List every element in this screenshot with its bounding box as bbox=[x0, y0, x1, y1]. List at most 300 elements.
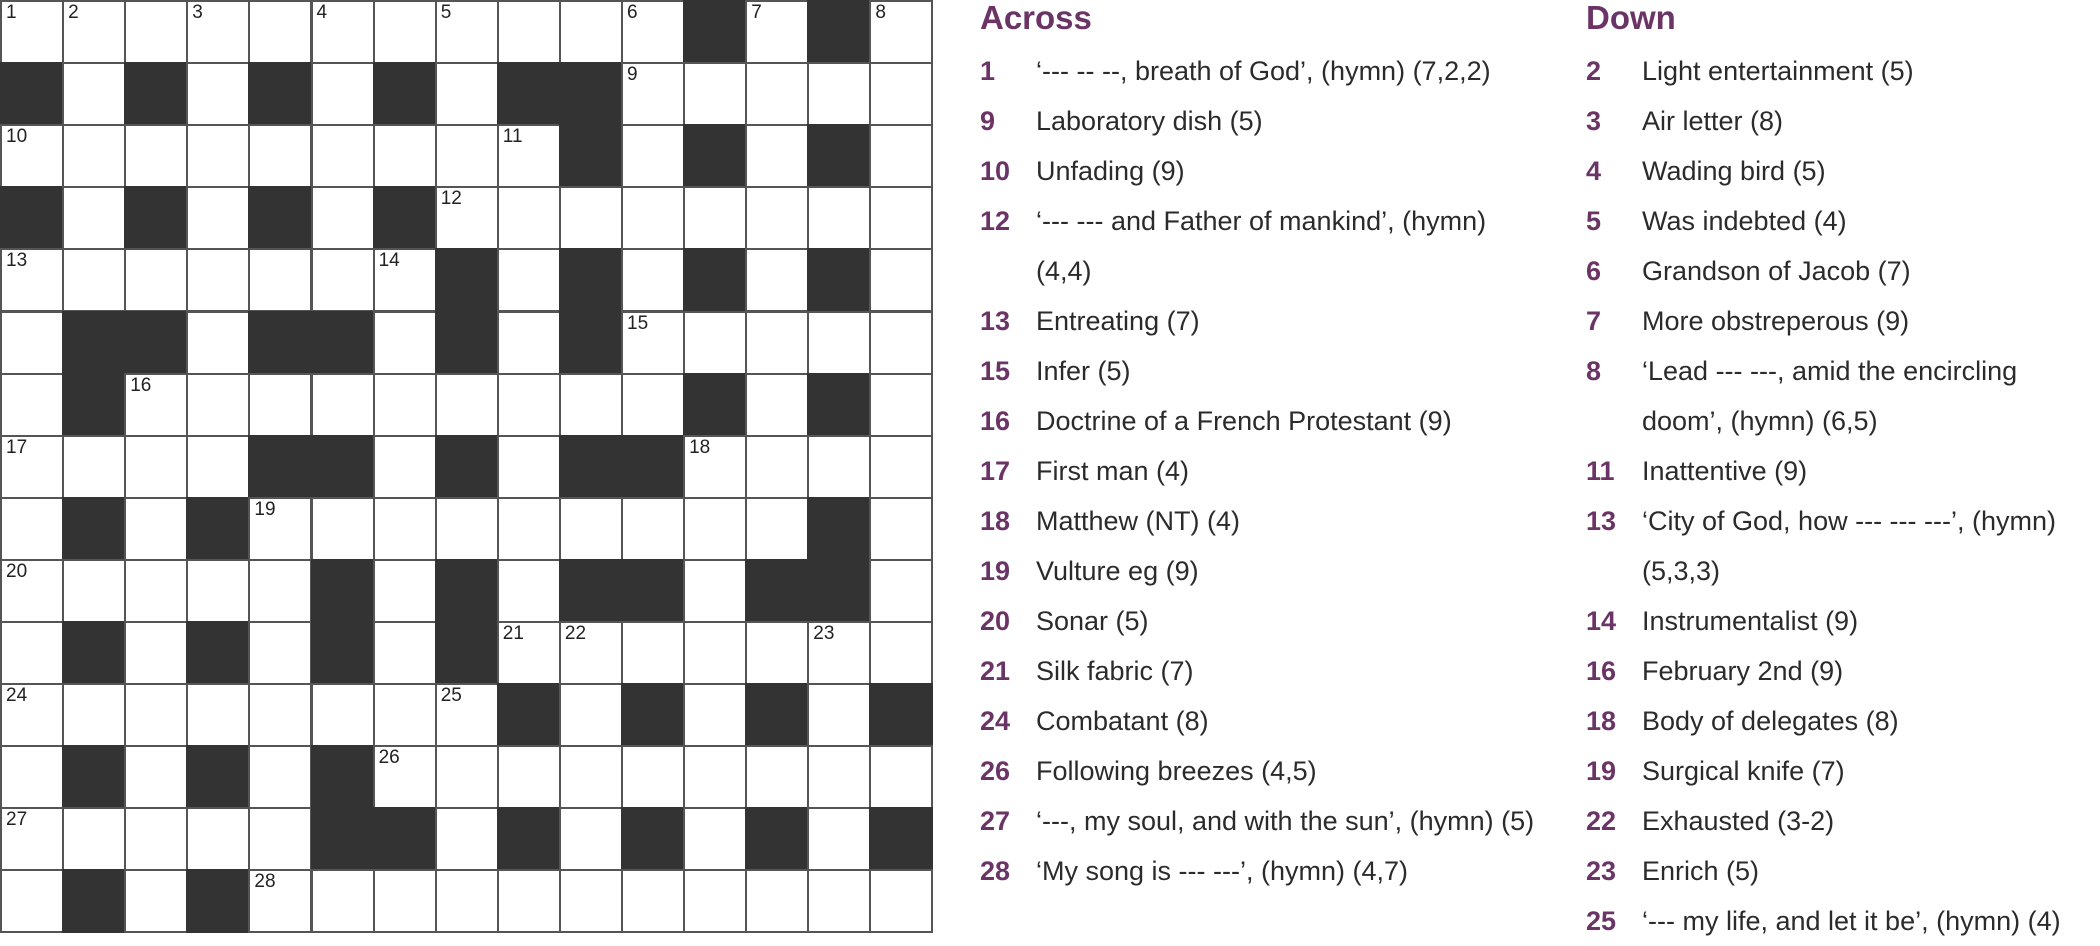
grid-cell-black bbox=[62, 311, 126, 375]
grid-cell[interactable] bbox=[311, 497, 375, 561]
clue-item[interactable] bbox=[1586, 246, 2100, 296]
clue-text: Surgical knife (7) bbox=[1642, 756, 1845, 786]
grid-cell[interactable] bbox=[745, 621, 809, 685]
grid-cell[interactable] bbox=[0, 435, 64, 499]
clue-text: Light entertainment (5) bbox=[1642, 56, 1914, 86]
cell-number: 21 bbox=[502, 623, 524, 644]
grid-cell[interactable] bbox=[0, 497, 64, 561]
grid-cell[interactable] bbox=[373, 497, 437, 561]
grid-cell[interactable] bbox=[62, 186, 126, 250]
grid-cell[interactable] bbox=[745, 373, 809, 437]
grid-cell[interactable] bbox=[248, 807, 312, 871]
clue-item[interactable] bbox=[1586, 196, 2100, 246]
grid-cell[interactable] bbox=[373, 311, 437, 375]
grid-cell[interactable] bbox=[807, 435, 871, 499]
cell-number: 8 bbox=[875, 2, 886, 23]
grid-cell-black bbox=[62, 869, 126, 933]
grid-cell-black bbox=[683, 124, 747, 188]
grid-cell[interactable] bbox=[497, 373, 561, 437]
grid-cell[interactable] bbox=[683, 497, 747, 561]
cell-number: 24 bbox=[6, 685, 28, 707]
grid-cell[interactable] bbox=[807, 869, 871, 933]
grid-cell-black bbox=[807, 0, 871, 64]
across-clue-list bbox=[980, 46, 1540, 896]
clue-number: 16 bbox=[980, 406, 1011, 436]
grid-cell[interactable] bbox=[745, 62, 809, 126]
grid-cell[interactable] bbox=[373, 683, 437, 747]
grid-cell-black bbox=[807, 497, 871, 561]
grid-cell[interactable] bbox=[248, 683, 312, 747]
across-heading: Across bbox=[980, 0, 1092, 36]
grid-cell[interactable] bbox=[621, 373, 685, 437]
grid-cell[interactable] bbox=[683, 869, 747, 933]
clue-text: ‘---, my soul, and with the sun’, (hymn) (5) bbox=[1036, 806, 1535, 836]
grid-cell[interactable] bbox=[621, 186, 685, 250]
grid-cell[interactable] bbox=[435, 186, 499, 250]
grid-cell[interactable] bbox=[807, 745, 871, 809]
grid-cell[interactable] bbox=[373, 0, 437, 64]
cell-number: 2 bbox=[68, 2, 79, 23]
grid-cell[interactable] bbox=[248, 621, 312, 685]
grid-cell-black bbox=[62, 373, 126, 437]
grid-cell[interactable] bbox=[186, 373, 250, 437]
grid-cell[interactable] bbox=[124, 124, 188, 188]
grid-cell-black bbox=[373, 62, 437, 126]
grid-cell-black bbox=[807, 373, 871, 437]
grid-cell[interactable] bbox=[435, 373, 499, 437]
clue-item[interactable] bbox=[1586, 896, 2100, 946]
grid-cell-black bbox=[373, 807, 437, 871]
grid-cell-black bbox=[248, 186, 312, 250]
clue-number: 6 bbox=[1586, 256, 1602, 286]
grid-cell-black bbox=[186, 869, 250, 933]
grid-cell[interactable] bbox=[745, 745, 809, 809]
grid-cell[interactable] bbox=[807, 621, 871, 685]
grid-cell-black bbox=[62, 497, 126, 561]
grid-cell[interactable] bbox=[0, 807, 64, 871]
grid-cell[interactable] bbox=[621, 62, 685, 126]
grid-cell[interactable] bbox=[186, 0, 250, 64]
grid-cell[interactable] bbox=[559, 373, 623, 437]
clue-item[interactable] bbox=[980, 696, 1540, 746]
grid-cell[interactable] bbox=[497, 559, 561, 623]
grid-cell[interactable] bbox=[869, 621, 933, 685]
cell-number: 13 bbox=[6, 250, 28, 272]
clue-number: 12 bbox=[980, 206, 1011, 236]
down-heading: Down bbox=[1586, 0, 1676, 36]
clue-text: Unfading (9) bbox=[1036, 156, 1185, 186]
grid-cell[interactable] bbox=[621, 745, 685, 809]
grid-cell[interactable] bbox=[621, 248, 685, 312]
grid-cell-black bbox=[621, 683, 685, 747]
grid-cell[interactable] bbox=[435, 62, 499, 126]
clue-text: Enrich (5) bbox=[1642, 856, 1760, 886]
grid-cell[interactable] bbox=[0, 869, 64, 933]
grid-cell[interactable] bbox=[869, 248, 933, 312]
grid-cell[interactable] bbox=[124, 869, 188, 933]
grid-cell[interactable] bbox=[559, 745, 623, 809]
grid-cell[interactable] bbox=[559, 807, 623, 871]
grid-cell[interactable] bbox=[0, 124, 64, 188]
grid-cell[interactable] bbox=[311, 869, 375, 933]
grid-cell-black bbox=[559, 248, 623, 312]
cell-number: 6 bbox=[627, 2, 638, 23]
clue-item[interactable] bbox=[1586, 96, 2100, 146]
grid-cell[interactable] bbox=[124, 621, 188, 685]
clue-item[interactable] bbox=[1586, 146, 2100, 196]
across-clues-panel bbox=[980, 0, 1540, 896]
grid-cell-black bbox=[559, 435, 623, 499]
cell-number: 17 bbox=[6, 436, 28, 458]
clue-number: 1 bbox=[980, 56, 996, 86]
clue-item[interactable] bbox=[980, 396, 1540, 446]
grid-cell[interactable] bbox=[869, 373, 933, 437]
clue-text: Vulture eg (9) bbox=[1036, 556, 1199, 586]
grid-cell-black bbox=[683, 373, 747, 437]
grid-cell[interactable] bbox=[683, 621, 747, 685]
grid-cell[interactable] bbox=[373, 373, 437, 437]
grid-cell[interactable] bbox=[869, 0, 933, 64]
grid-cell-black bbox=[559, 311, 623, 375]
clue-item[interactable] bbox=[980, 596, 1540, 646]
grid-cell[interactable] bbox=[621, 0, 685, 64]
grid-cell-black bbox=[807, 124, 871, 188]
grid-cell[interactable] bbox=[373, 248, 437, 312]
grid-cell[interactable] bbox=[186, 807, 250, 871]
grid-cell[interactable] bbox=[559, 683, 623, 747]
grid-cell[interactable] bbox=[311, 0, 375, 64]
cell-number: 14 bbox=[378, 250, 400, 272]
clue-number: 4 bbox=[1586, 156, 1602, 186]
clue-number: 10 bbox=[980, 156, 1011, 186]
cell-number: 20 bbox=[6, 560, 28, 582]
grid-cell[interactable] bbox=[62, 807, 126, 871]
clue-item[interactable] bbox=[980, 496, 1540, 546]
grid-cell[interactable] bbox=[186, 186, 250, 250]
grid-cell[interactable] bbox=[621, 869, 685, 933]
grid-cell-black bbox=[683, 0, 747, 64]
clue-item[interactable] bbox=[1586, 446, 2100, 496]
grid-cell[interactable] bbox=[186, 124, 250, 188]
grid-cell[interactable] bbox=[807, 683, 871, 747]
grid-cell-black bbox=[559, 124, 623, 188]
grid-cell[interactable] bbox=[869, 559, 933, 623]
clue-number: 19 bbox=[980, 556, 1011, 586]
grid-cell[interactable] bbox=[62, 248, 126, 312]
grid-cell[interactable] bbox=[124, 248, 188, 312]
grid-cell[interactable] bbox=[248, 497, 312, 561]
grid-cell[interactable] bbox=[559, 0, 623, 64]
cell-number: 25 bbox=[440, 685, 462, 707]
clue-item[interactable] bbox=[980, 96, 1540, 146]
grid-cell[interactable] bbox=[435, 745, 499, 809]
grid-cell[interactable] bbox=[497, 0, 561, 64]
grid-cell-black bbox=[62, 621, 126, 685]
clue-item[interactable] bbox=[1586, 346, 2100, 446]
grid-cell[interactable] bbox=[745, 311, 809, 375]
grid-cell[interactable] bbox=[497, 869, 561, 933]
grid-cell[interactable] bbox=[124, 497, 188, 561]
grid-cell-black bbox=[0, 62, 64, 126]
grid-cell[interactable] bbox=[683, 186, 747, 250]
grid-cell[interactable] bbox=[807, 62, 871, 126]
clue-text: Exhausted (3-2) bbox=[1642, 806, 1835, 836]
grid-cell[interactable] bbox=[621, 621, 685, 685]
clue-number: 24 bbox=[980, 706, 1011, 736]
grid-cell[interactable] bbox=[559, 869, 623, 933]
cell-number: 5 bbox=[440, 2, 452, 23]
grid-cell[interactable] bbox=[497, 248, 561, 312]
grid-cell[interactable] bbox=[683, 807, 747, 871]
grid-cell[interactable] bbox=[621, 497, 685, 561]
grid-cell-black bbox=[435, 435, 499, 499]
clue-item[interactable] bbox=[980, 446, 1540, 496]
cell-number: 28 bbox=[254, 871, 276, 893]
grid-cell[interactable] bbox=[124, 0, 188, 64]
grid-cell[interactable] bbox=[186, 683, 250, 747]
clue-number: 8 bbox=[1586, 356, 1602, 386]
clue-text: Was indebted (4) bbox=[1642, 206, 1847, 236]
clue-item[interactable] bbox=[980, 746, 1540, 796]
grid-cell-black bbox=[311, 559, 375, 623]
grid-cell[interactable] bbox=[0, 248, 64, 312]
clue-number: 7 bbox=[1586, 306, 1602, 336]
grid-cell[interactable] bbox=[0, 311, 64, 375]
clue-item[interactable] bbox=[1586, 646, 2100, 696]
grid-cell[interactable] bbox=[0, 745, 64, 809]
grid-cell[interactable] bbox=[683, 62, 747, 126]
cell-number: 1 bbox=[6, 2, 17, 23]
clue-item[interactable] bbox=[980, 196, 1540, 296]
clue-text: Air letter (8) bbox=[1642, 106, 1784, 136]
grid-cell-black bbox=[497, 62, 561, 126]
grid-cell[interactable] bbox=[497, 124, 561, 188]
clue-item[interactable] bbox=[980, 796, 1540, 846]
grid-cell[interactable] bbox=[869, 497, 933, 561]
grid-cell[interactable] bbox=[62, 435, 126, 499]
down-clues-panel bbox=[1586, 0, 2100, 946]
clue-number: 18 bbox=[1586, 706, 1617, 736]
clue-text: ‘My song is --- ---’, (hymn) (4,7) bbox=[1036, 856, 1409, 886]
clue-text: Combatant (8) bbox=[1036, 706, 1209, 736]
clue-item[interactable] bbox=[1586, 596, 2100, 646]
grid-cell[interactable] bbox=[124, 807, 188, 871]
grid-cell[interactable] bbox=[62, 62, 126, 126]
clue-number: 3 bbox=[1586, 106, 1602, 136]
grid-cell[interactable] bbox=[683, 311, 747, 375]
clue-text: First man (4) bbox=[1036, 456, 1190, 486]
grid-cell[interactable] bbox=[621, 311, 685, 375]
clue-item[interactable] bbox=[980, 546, 1540, 596]
grid-cell[interactable] bbox=[0, 0, 64, 64]
clue-number: 14 bbox=[1586, 606, 1617, 636]
grid-cell[interactable] bbox=[311, 248, 375, 312]
down-clue-list bbox=[1586, 46, 2100, 946]
grid-cell[interactable] bbox=[745, 869, 809, 933]
grid-cell[interactable] bbox=[745, 0, 809, 64]
grid-cell[interactable] bbox=[248, 745, 312, 809]
grid-cell[interactable] bbox=[745, 248, 809, 312]
grid-cell[interactable] bbox=[248, 559, 312, 623]
grid-cell[interactable] bbox=[186, 62, 250, 126]
grid-cell[interactable] bbox=[435, 497, 499, 561]
grid-cell-black bbox=[248, 435, 312, 499]
clue-number: 19 bbox=[1586, 756, 1617, 786]
cell-number: 26 bbox=[378, 747, 400, 769]
clue-text: ‘--- my life, and let it be’, (hymn) (4) bbox=[1642, 906, 2061, 936]
grid-cell[interactable] bbox=[807, 186, 871, 250]
clue-number: 18 bbox=[980, 506, 1011, 536]
grid-cell[interactable] bbox=[745, 497, 809, 561]
clue-number: 27 bbox=[980, 806, 1011, 836]
clue-item[interactable] bbox=[980, 646, 1540, 696]
clue-item[interactable] bbox=[1586, 796, 2100, 846]
cell-number: 15 bbox=[627, 312, 649, 334]
grid-cell[interactable] bbox=[497, 497, 561, 561]
clue-item[interactable] bbox=[980, 846, 1540, 896]
grid-cell[interactable] bbox=[497, 435, 561, 499]
grid-cell[interactable] bbox=[497, 311, 561, 375]
grid-cell[interactable] bbox=[745, 186, 809, 250]
grid-cell[interactable] bbox=[124, 745, 188, 809]
grid-cell[interactable] bbox=[0, 373, 64, 437]
grid-cell[interactable] bbox=[683, 745, 747, 809]
clue-number: 23 bbox=[1586, 856, 1617, 886]
grid-cell[interactable] bbox=[373, 124, 437, 188]
cell-number: 12 bbox=[440, 188, 462, 210]
clue-number: 11 bbox=[1586, 456, 1615, 486]
grid-cell[interactable] bbox=[248, 0, 312, 64]
grid-cell[interactable] bbox=[807, 807, 871, 871]
cell-number: 10 bbox=[6, 126, 28, 148]
grid-cell[interactable] bbox=[559, 186, 623, 250]
grid-cell[interactable] bbox=[62, 559, 126, 623]
grid-cell[interactable] bbox=[311, 186, 375, 250]
clue-item[interactable] bbox=[980, 296, 1540, 346]
grid-cell[interactable] bbox=[869, 869, 933, 933]
clue-item[interactable] bbox=[980, 46, 1540, 96]
grid-cell[interactable] bbox=[124, 683, 188, 747]
clue-item[interactable] bbox=[1586, 846, 2100, 896]
grid-cell-black bbox=[745, 683, 809, 747]
grid-cell-black bbox=[621, 435, 685, 499]
grid-cell[interactable] bbox=[683, 435, 747, 499]
grid-cell[interactable] bbox=[745, 435, 809, 499]
grid-cell[interactable] bbox=[559, 497, 623, 561]
grid-cell[interactable] bbox=[124, 559, 188, 623]
clue-number: 13 bbox=[1586, 506, 1617, 536]
clue-text: Wading bird (5) bbox=[1642, 156, 1826, 186]
grid-cell-black bbox=[124, 186, 188, 250]
grid-cell[interactable] bbox=[373, 435, 437, 499]
grid-cell-black bbox=[124, 311, 188, 375]
grid-cell[interactable] bbox=[869, 124, 933, 188]
clue-item[interactable] bbox=[1586, 496, 2100, 596]
grid-cell[interactable] bbox=[869, 311, 933, 375]
grid-cell[interactable] bbox=[124, 435, 188, 499]
grid-cell[interactable] bbox=[373, 745, 437, 809]
grid-cell[interactable] bbox=[683, 683, 747, 747]
grid-cell[interactable] bbox=[186, 435, 250, 499]
grid-cell[interactable] bbox=[869, 435, 933, 499]
grid-cell-black bbox=[186, 745, 250, 809]
grid-cell[interactable] bbox=[497, 621, 561, 685]
grid-cell[interactable] bbox=[373, 869, 437, 933]
clue-text: Laboratory dish (5) bbox=[1036, 106, 1263, 136]
grid-cell[interactable] bbox=[497, 186, 561, 250]
grid-cell[interactable] bbox=[62, 124, 126, 188]
grid-cell[interactable] bbox=[248, 869, 312, 933]
grid-cell[interactable] bbox=[0, 621, 64, 685]
grid-cell-black bbox=[497, 683, 561, 747]
clue-text: Grandson of Jacob (7) bbox=[1642, 256, 1911, 286]
grid-cell[interactable] bbox=[186, 559, 250, 623]
clue-item[interactable] bbox=[1586, 296, 2100, 346]
grid-cell-black bbox=[62, 745, 126, 809]
grid-cell[interactable] bbox=[869, 62, 933, 126]
grid-cell[interactable] bbox=[435, 0, 499, 64]
clue-text: Doctrine of a French Protestant (9) bbox=[1036, 406, 1452, 436]
grid-cell[interactable] bbox=[683, 559, 747, 623]
clue-item[interactable] bbox=[980, 346, 1540, 396]
clue-text: ‘Lead --- ---, amid the encircling doom’, (hymn) (6,5) bbox=[1642, 356, 2018, 436]
clue-item[interactable] bbox=[980, 146, 1540, 196]
grid-cell[interactable] bbox=[435, 683, 499, 747]
clue-text: February 2nd (9) bbox=[1642, 656, 1844, 686]
grid-cell[interactable] bbox=[435, 869, 499, 933]
grid-cell[interactable] bbox=[248, 248, 312, 312]
grid-cell-black bbox=[745, 807, 809, 871]
clue-text: Following breezes (4,5) bbox=[1036, 756, 1317, 786]
grid-cell[interactable] bbox=[62, 683, 126, 747]
grid-cell[interactable] bbox=[435, 807, 499, 871]
grid-cell[interactable] bbox=[0, 559, 64, 623]
grid-cell[interactable] bbox=[373, 621, 437, 685]
grid-cell-black bbox=[869, 683, 933, 747]
grid-cell[interactable] bbox=[311, 683, 375, 747]
grid-cell[interactable] bbox=[497, 745, 561, 809]
clue-item[interactable] bbox=[1586, 746, 2100, 796]
grid-cell[interactable] bbox=[869, 186, 933, 250]
grid-cell[interactable] bbox=[311, 62, 375, 126]
grid-cell[interactable] bbox=[559, 621, 623, 685]
grid-cell[interactable] bbox=[186, 248, 250, 312]
grid-cell[interactable] bbox=[311, 373, 375, 437]
grid-cell[interactable] bbox=[621, 124, 685, 188]
cell-number: 19 bbox=[254, 498, 276, 520]
grid-cell[interactable] bbox=[373, 559, 437, 623]
grid-cell[interactable] bbox=[869, 745, 933, 809]
grid-cell[interactable] bbox=[311, 124, 375, 188]
grid-cell[interactable] bbox=[124, 373, 188, 437]
grid-cell[interactable] bbox=[0, 683, 64, 747]
clue-item[interactable] bbox=[1586, 46, 2100, 96]
grid-cell-black bbox=[559, 559, 623, 623]
grid-cell[interactable] bbox=[745, 124, 809, 188]
grid-cell[interactable] bbox=[248, 124, 312, 188]
grid-cell[interactable] bbox=[807, 311, 871, 375]
cell-number: 23 bbox=[813, 623, 835, 644]
grid-cell-black bbox=[497, 807, 561, 871]
clue-number: 5 bbox=[1586, 206, 1602, 236]
grid-cell[interactable] bbox=[186, 311, 250, 375]
grid-cell-black bbox=[621, 559, 685, 623]
clue-item[interactable] bbox=[1586, 696, 2100, 746]
grid-cell-black bbox=[311, 745, 375, 809]
grid-cell[interactable] bbox=[248, 373, 312, 437]
grid-cell[interactable] bbox=[435, 124, 499, 188]
grid-cell[interactable] bbox=[62, 0, 126, 64]
